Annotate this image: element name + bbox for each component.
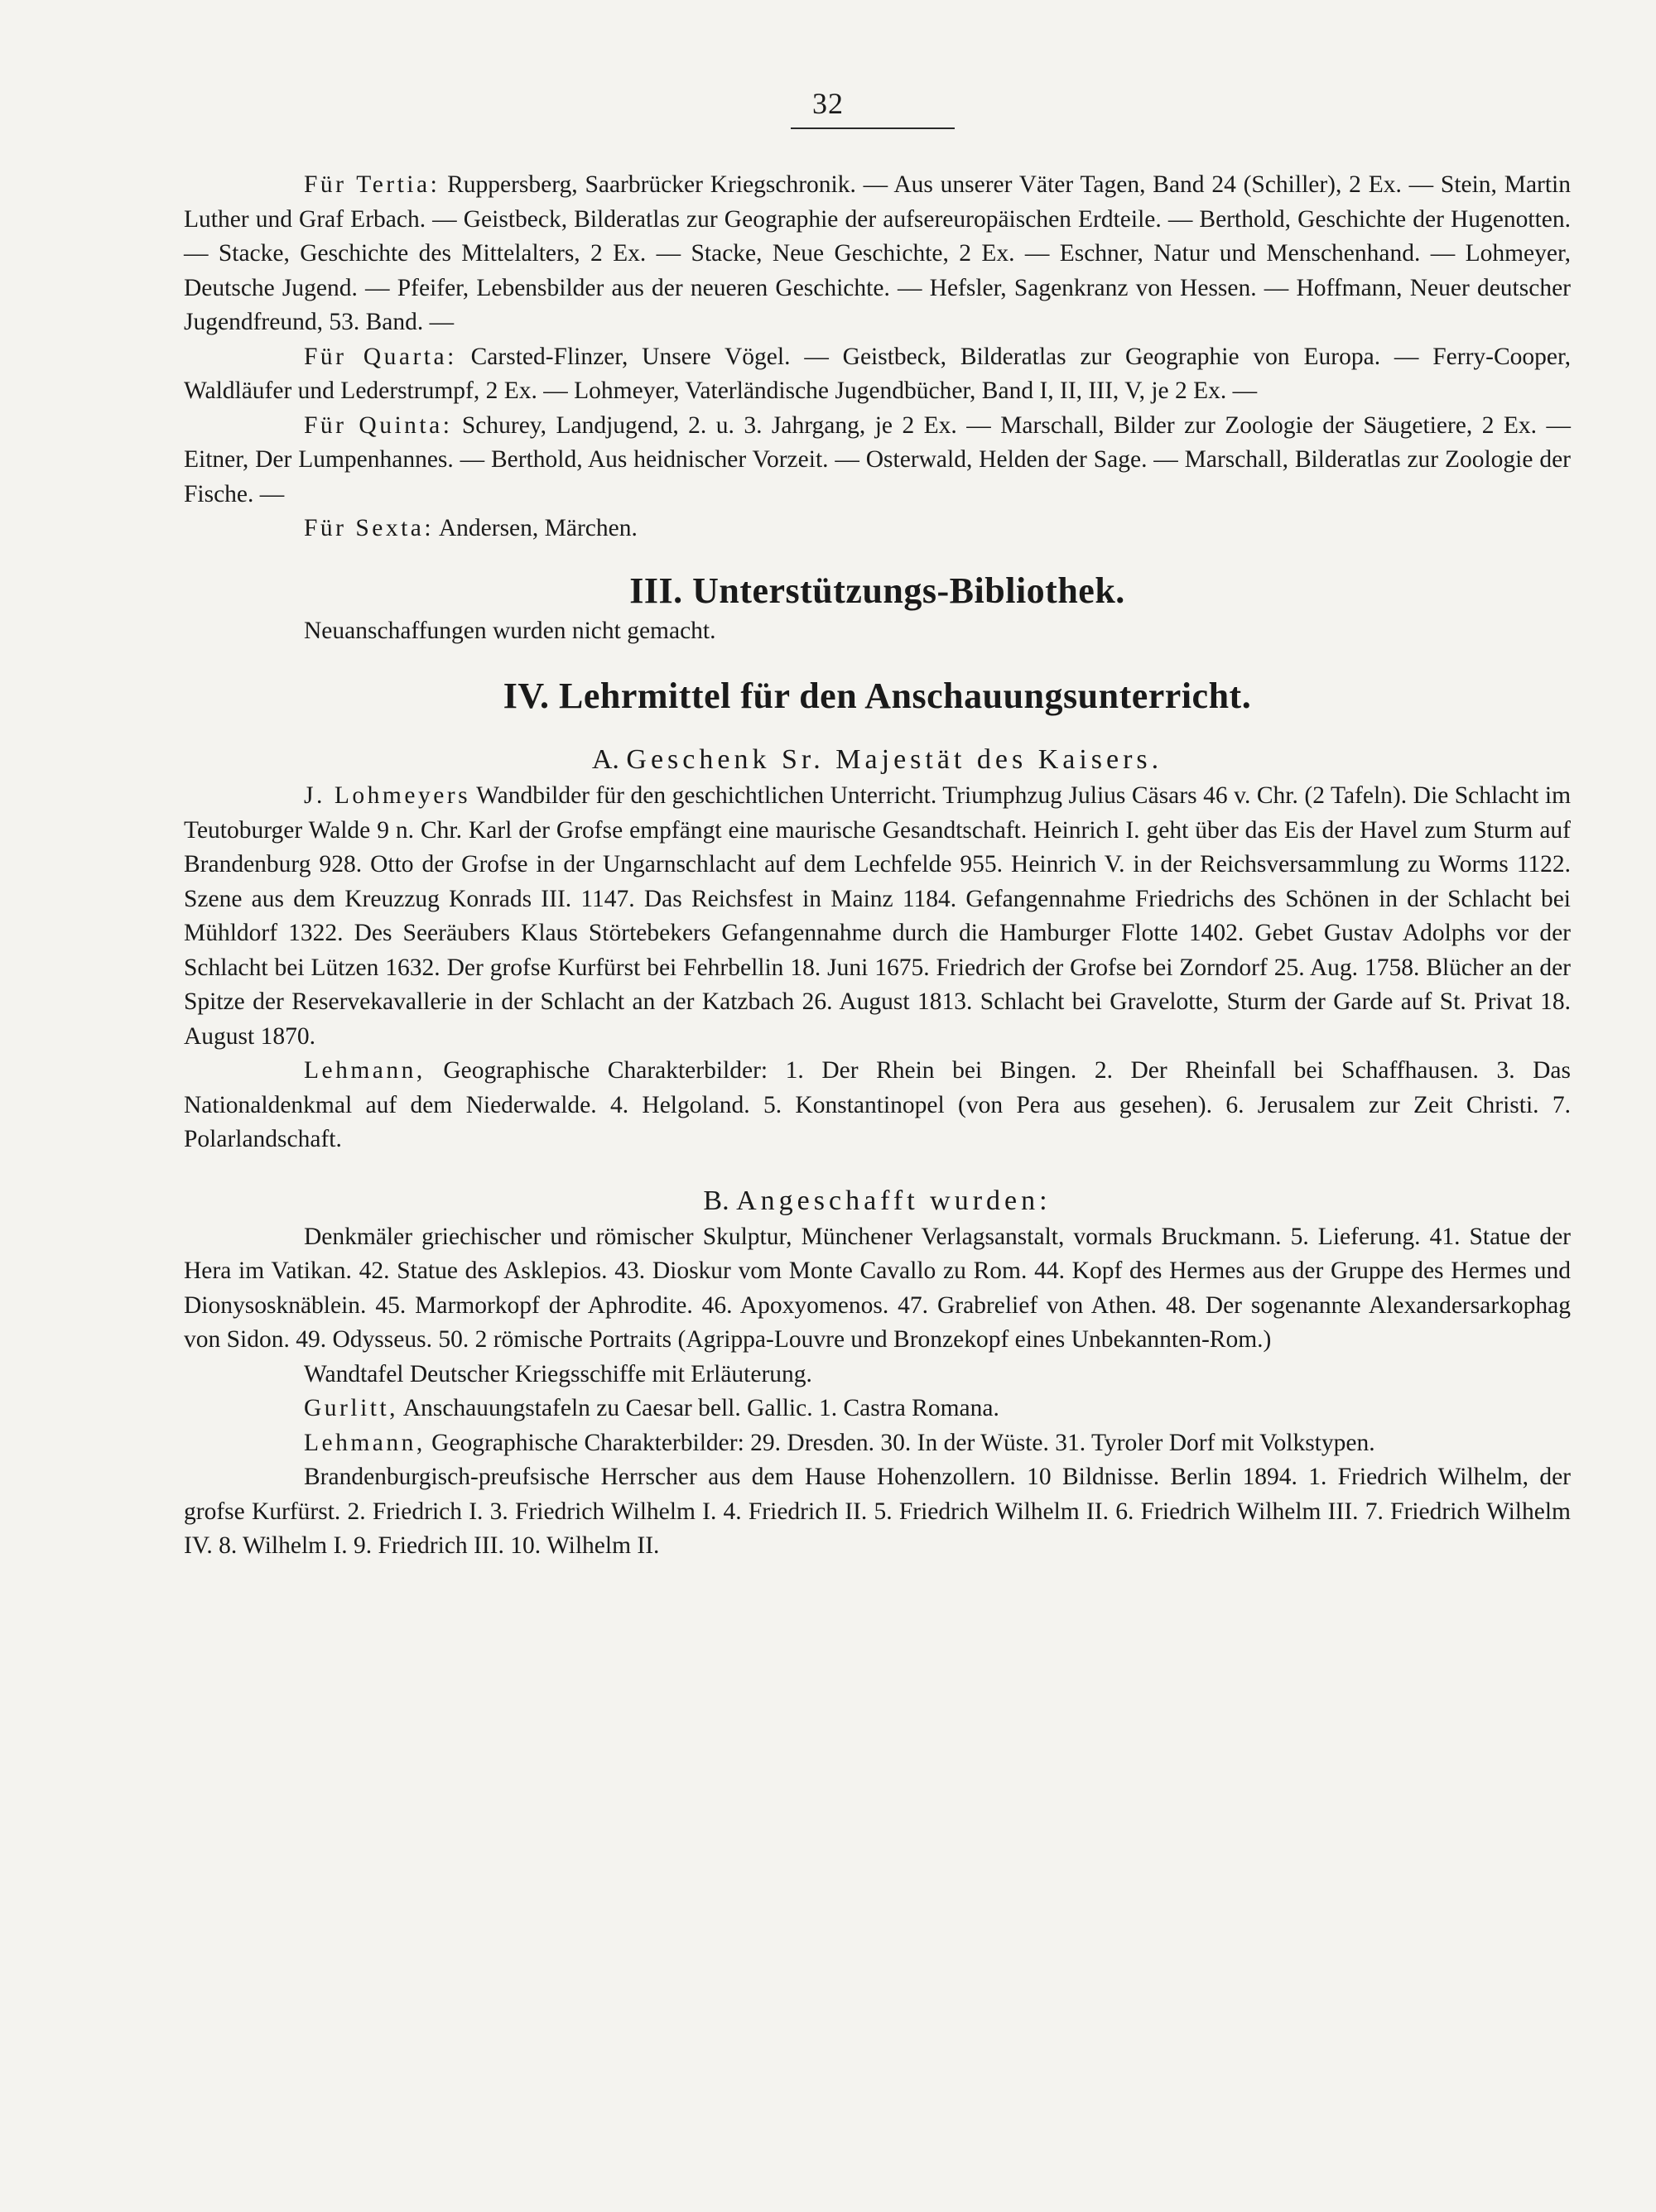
paragraph-neuanschaffungen: Neuanschaffungen wurden nicht gemacht. [304,617,716,644]
page-number-rule [791,127,955,129]
paragraph-brandenburg-herrscher: Brandenburgisch-preufsische Herrscher aus dem Hause Hohenzollern. 10 Bildnisse. Berlin 1894. 1. Friedrich Wilhelm, der grofse Kurfürst. 2. Friedrich I. 3. Friedrich Wilhelm I. 4. Friedrich II. 5. Friedrich Wilhelm II. 6. Friedrich Wilhelm III. 7. Friedrich Wilhelm IV. 8. Wilhelm I. 9. Friedrich III. 10. Wilhelm II. [184,1464,1571,1559]
paragraph-wandtafel: Wandtafel Deutscher Kriegsschiffe mit Erläuterung. [304,1360,812,1387]
paragraph-lehmann-charakterbilder-1 [184,1054,1571,1157]
paragraph-lohmeyer-wandbilder [184,779,1571,1054]
paragraph-denkmaeler: Denkmäler griechischer und römischer Skulptur, Münchener Verlagsanstalt, vormals Bruckmann. 5. Lieferung. 41. Statue der Hera im Vatikan. 42. Statue des Asklepios. 43. Dioskur vom Monte Cavallo zu Rom. 44. Kopf des Hermes aus der Gruppe des Hermes und Dionysosknäblein. 45. Marmorkopf der Aphrodite. 46. Apoxyomenos. 47. Grabrelief von Athen. 48. Der sogenannte Alexandersarkophag von Sidon. 49. Odysseus. 50. 2 römische Portraits (Agrippa-Louvre und Bronzekopf eines Unbekannten-Rom.) [184,1223,1571,1353]
class-label-sexta: Für Sexta: [304,515,435,541]
paragraph-gurlitt-text: Anschauungstafeln zu Caesar bell. Gallic. 1. Castra Romana. [402,1395,999,1421]
paragraph-lohmeyer-text: Wandbilder für den geschichtlichen Unterricht. Triumphzug Julius Cäsars 46 v. Chr. (2 Tafeln). Die Schlacht im Teutoburger Walde 9 n. Chr. Karl der Grofse empfängt eine maurische Gesandtschaft. Heinrich I. geht über das Eis der Havel zum Sturm auf Brandenburg 928. Otto der Grofse in der Ungarnschlacht auf dem Lechfelde 955. Heinrich V. in der Reichsversammlung zu Worms 1122. Szene aus dem Kreuzzug Konrads III. 1147. Das Reichsfest in Mainz 1184. Gefangennahme Friedrichs des Schönen in der Schlacht bei Mühldorf 1322. Des Seeräubers Klaus Störtebekers Gefangennahme durch die Hamburger Flotte 1402. Gebet Gustav Adolphs vor der Schlacht bei Lützen 1632. Der grofse Kurfürst bei Fehrbellin 18. Juni 1675. Friedrich der Grofse bei Zorndorf 25. Aug. 1758. Blücher an der Spitze der Reservekavallerie in der Schlacht an der Katzbach 26. August 1813. Schlacht bei Gravelotte, Sturm der Garde auf St. Privat 18. August 1870. [184,782,1572,1050]
paragraph-tertia-text: Ruppersberg, Saarbrücker Kriegschronik. — Aus unserer Väter Tagen, Band 24 (Schiller), 2 Ex. — Stein, Martin Luther und Graf Erbach. — Geistbeck, Bilderatlas zur Geographie der aufsereuropäischen Erdteile. — Berthold, Geschichte der Hugenotten. — Stacke, Geschichte des Mittelalters, 2 Ex. — Stacke, Neue Geschichte, 2 Ex. — Eschner, Natur und Menschenhand. — Lohmeyer, Deutsche Jugend. — Pfeifer, Lebensbilder aus der neueren Geschichte. — Hefsler, Sagenkranz von Hessen. — Hoffmann, Neuer deutscher Jugendfreund, 53. Band. — [184,171,1571,335]
paragraph-tertia [184,168,1571,340]
author-lehmann-1: Lehmann, [304,1057,426,1084]
page-number: 32 [812,87,844,120]
paragraph-lehmann-charakterbilder-2 [184,1426,1571,1461]
paragraph-sexta [184,512,1571,546]
class-label-quarta: Für Quarta: [304,343,457,370]
subheading-geschenk-title: Geschenk Sr. Majestät des Kaisers. [626,744,1163,775]
subheading-angeschafft-title: Angeschafft wurden: [736,1185,1052,1216]
page-content [184,168,1571,1564]
paragraph-gurlitt [184,1392,1571,1426]
subheading-angeschafft [184,1182,1571,1220]
paragraph-quinta-text: Schurey, Landjugend, 2. u. 3. Jahrgang, je 2 Ex. — Marschall, Bilder zur Zoologie der Säugetiere, 2 Ex. — Eitner, Der Lumpenhannes. — Berthold, Aus heidnischer Vorzeit. — Osterwald, Helden der Sage. — Marschall, Bilderatlas zur Zoologie der Fische. — [184,411,1571,507]
subheading-angeschafft-letter: B. [703,1185,729,1216]
paragraph-sexta-text: Andersen, Märchen. [438,515,638,541]
class-label-tertia: Für Tertia: [304,171,440,198]
paragraph-quarta [184,340,1571,409]
author-lehmann-2: Lehmann, [304,1429,426,1456]
subheading-geschenk [184,741,1571,779]
subheading-geschenk-letter: A. [591,744,619,775]
section-heading-lehrmittel: IV. Lehrmittel für den Anschauungsunterricht. [503,676,1252,716]
class-label-quinta: Für Quinta: [304,411,453,439]
author-gurlitt: Gurlitt, [304,1395,399,1421]
paragraph-quarta-text: Carsted-Flinzer, Unsere Vögel. — Geistbeck, Bilderatlas zur Geographie von Europa. — Ferry-Cooper, Waldläufer und Lederstrumpf, 2 Ex. — Lohmeyer, Vaterländische Jugendbücher, Band I, II, III, V, je 2 Ex. — [184,343,1572,404]
paragraph-quinta [184,409,1571,512]
paragraph-lehmann-1-text: Geographische Charakterbilder: 1. Der Rhein bei Bingen. 2. Der Rheinfall bei Schaffhausen. 3. Das Nationaldenkmal auf dem Niederwalde. 4. Helgoland. 5. Konstantinopel (von Pera aus gesehen). 6. Jerusalem zur Zeit Christi. 7. Polarlandschaft. [184,1057,1571,1152]
paragraph-lehmann-2-text: Geographische Charakterbilder: 29. Dresden. 30. In der Wüste. 31. Tyroler Dorf mit Volkstypen. [431,1429,1375,1456]
author-lohmeyer: J. Lohmeyers [304,782,471,809]
section-heading-unterstuetzungs-bibliothek: III. Unterstützungs-Bibliothek. [629,570,1125,611]
